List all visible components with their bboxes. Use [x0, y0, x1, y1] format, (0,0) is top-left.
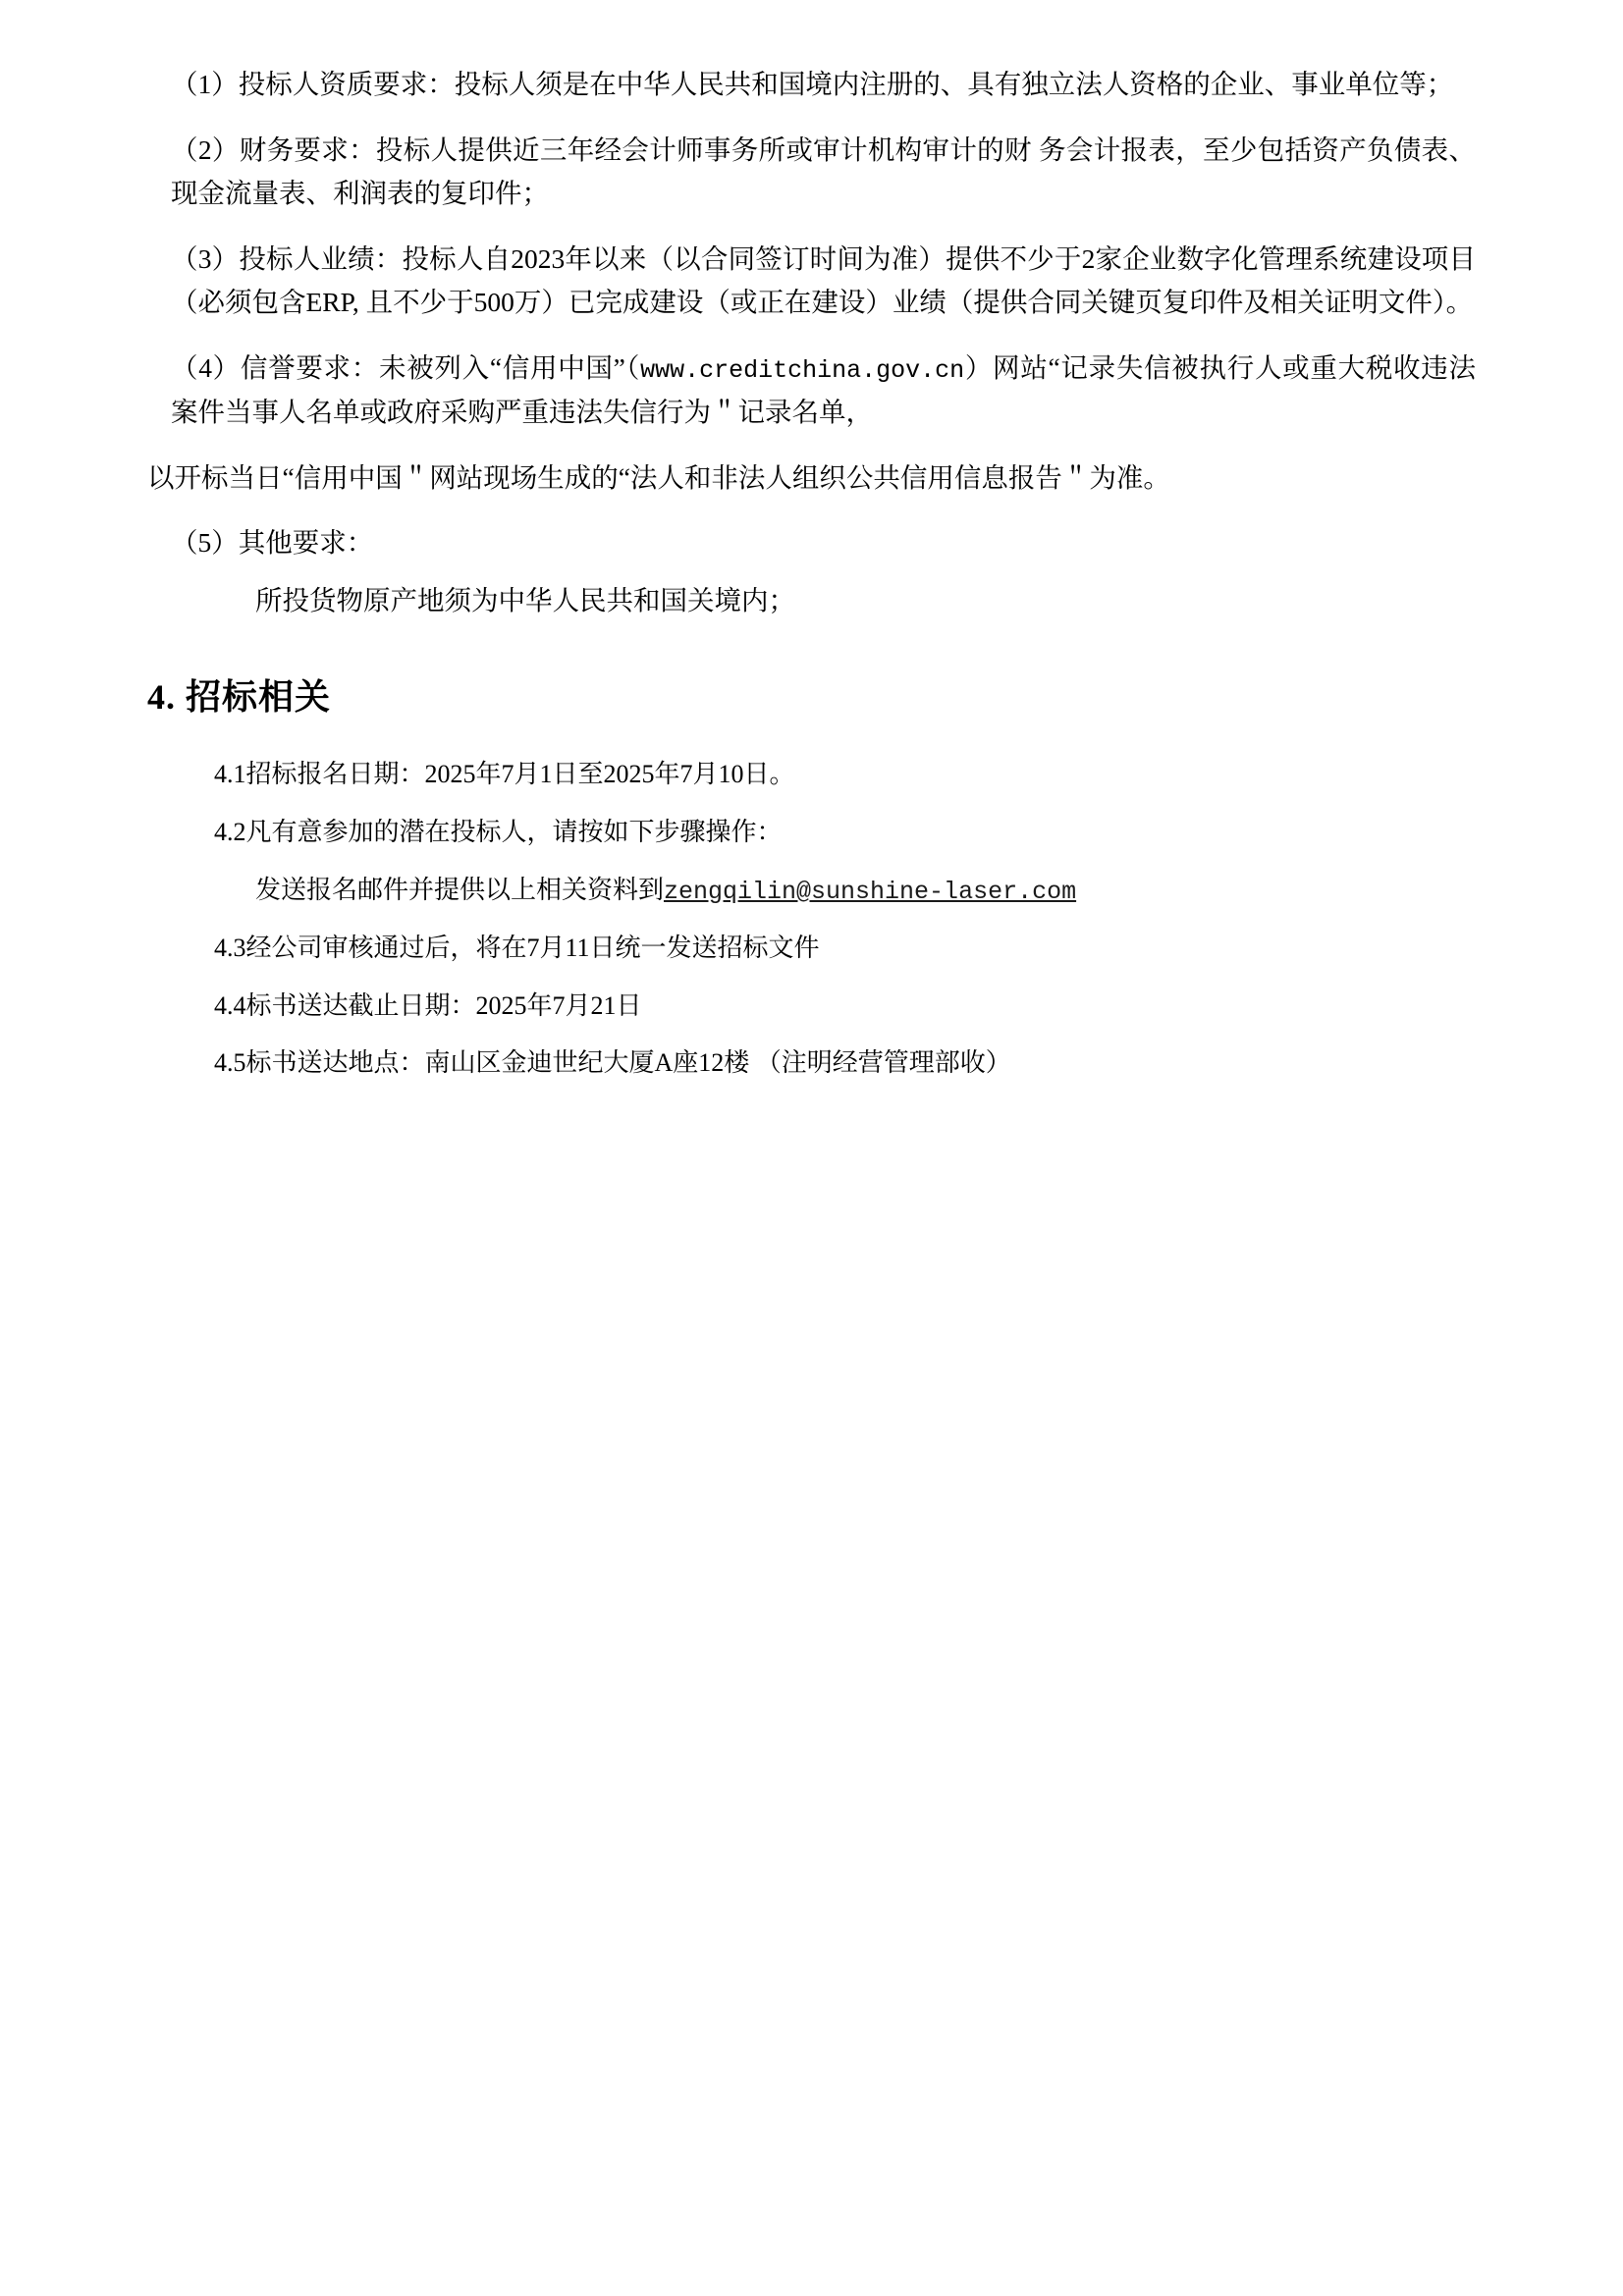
requirement-item-4	[147, 347, 1476, 435]
requirement-4-text-part1: （4）信誉要求：未被列入“信用中国”（	[171, 351, 641, 383]
section-item-4-5: 4.5标书送达地点：南山区金迪世纪大厦A座12楼 （注明经营管理部收）	[214, 1048, 1011, 1078]
bidder-requirements-list	[147, 63, 1476, 622]
requirement-item-1: （1）投标人资质要求：投标人须是在中华人民共和国境内注册的、具有独立法人资格的企业、事业单位等；	[171, 69, 1454, 99]
section-item-4-2: 4.2凡有意参加的潜在投标人，请按如下步骤操作：	[214, 818, 783, 847]
requirement-item-5: （5）其他要求：	[171, 527, 374, 559]
requirement-item-5-sub: 所投货物原产地须为中华人民共和国关境内；	[255, 584, 795, 615]
requirement-item-4-continuation: 以开标当日“信用中国＂网站现场生成的“法人和非法人组织公共信用信息报告＂为准。	[147, 461, 1170, 493]
section-number: 4.	[147, 677, 176, 718]
requirement-item-2: （2）财务要求：投标人提供近三年经会计师事务所或审计机构审计的财 务会计报表，至少包括资产负债表、现金流量表、利润表的复印件；	[171, 133, 1476, 209]
section-heading	[147, 669, 1476, 720]
creditchina-url: www.creditchina.gov.cn	[640, 355, 965, 385]
section-item-4-4: 4.4标书送达截止日期：2025年7月21日	[214, 990, 642, 1020]
section-item-4-3: 4.3经公司审核通过后，将在7月11日统一发送招标文件	[214, 933, 820, 962]
contact-email-link[interactable]: zengqilin@sunshine-laser.com	[664, 877, 1077, 906]
section-title-text: 招标相关	[186, 677, 332, 718]
section-item-4-2-sub	[147, 869, 1476, 913]
requirement-4-text-part2: ）网站“记录失信被执行人或重大税收违法案件当事人名单或政府采购严重违法失信行为＂记录名单，	[171, 351, 1476, 428]
email-instruction-text: 发送报名邮件并提供以上相关资料到	[255, 875, 665, 904]
section-item-4-1: 4.1招标报名日期：2025年7月1日至2025年7月10日。	[214, 760, 795, 789]
requirement-item-3: （3）投标人业绩：投标人自2023年以来（以合同签订时间为准）提供不少于2家企业数字化管理系统建设项目（必须包含ERP, 且不少于500万）已完成建设（或正在建设）业绩（提供合同关键页复印件及相关证明文件）。	[171, 242, 1476, 318]
section-item-list	[147, 753, 1476, 1086]
